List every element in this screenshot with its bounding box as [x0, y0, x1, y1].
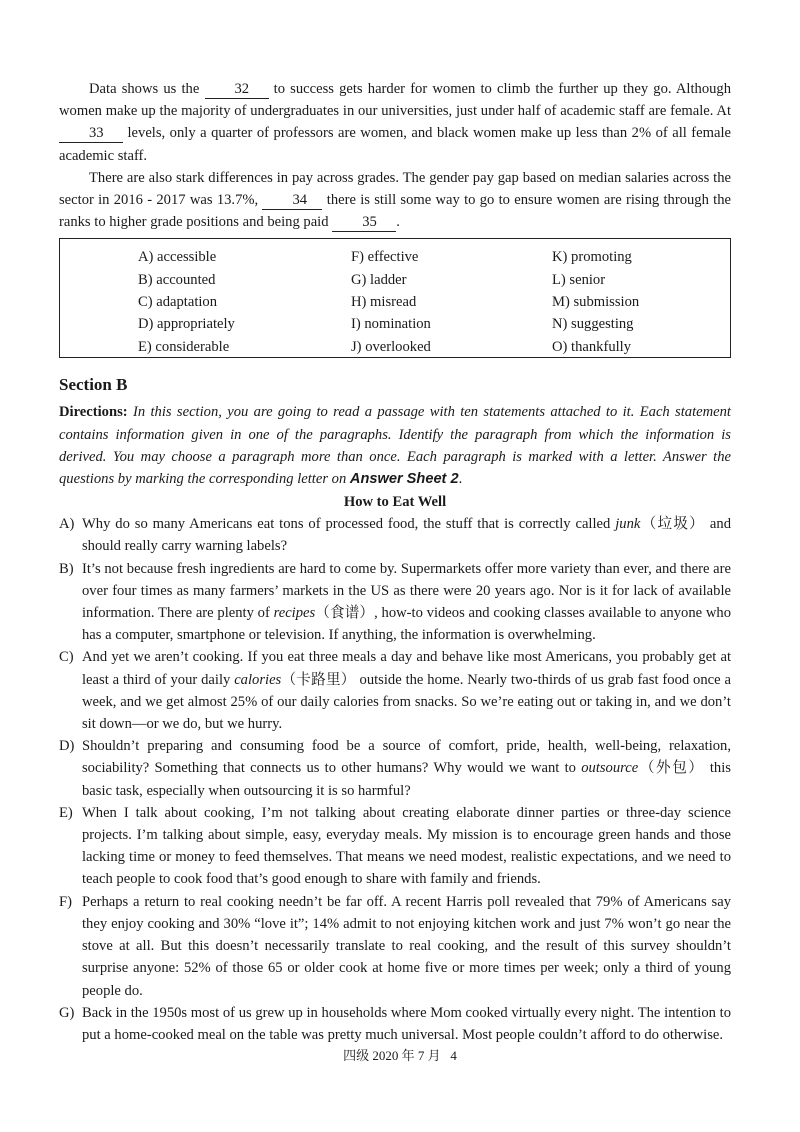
emphasis: outsource	[581, 760, 639, 777]
text: outside the home. Nearly two-thirds of us grab fast food once a week, and we get almost 25% of our daily calories from snacks. So we’re eating out or taking in, and we don’t sit down—or we do, but we hurry.	[82, 671, 731, 733]
option-i: I) nomination	[351, 316, 431, 333]
blank-33: 33	[59, 124, 123, 143]
word-bank-column-2	[351, 246, 431, 357]
text: Perhaps a return to real cooking needn’t be far off. A recent Harris poll revealed that 79% of Americans say they enjoy cooking and 30% “love it”; 14% admit to not enjoying kitchen work and just 7% won’t go near the stove at all. But this doesn’t necessarily translate to real cooking, and the result of this survey shouldn’t surprise anyone: 52% of those 65 or older cook at home five or more times per week; only a third of young people do.	[82, 893, 731, 999]
paragraph-d	[59, 735, 731, 802]
text: , how-to videos and cooking classes available to anyone who has a computer, smartphone or television. If anything, the information is overwhelming.	[82, 605, 731, 644]
text: this basic task, especially when outsourcing it is so harmful?	[82, 760, 731, 799]
paragraph-g	[59, 1002, 731, 1046]
text: there is still some way to go to ensure women are rising through the ranks to higher grade positions and being paid	[59, 192, 731, 231]
option-e: E) considerable	[138, 338, 230, 355]
option-n: N) suggesting	[552, 316, 634, 333]
gloss: （卡路里）	[281, 671, 356, 688]
text: Data shows us the	[89, 81, 200, 97]
paragraph-1	[59, 78, 731, 167]
text: .	[396, 214, 400, 231]
emphasis: recipes	[273, 605, 316, 622]
text: And yet we aren’t cooking. If you eat three meals a day and behave like most Americans, you probably get at least a third of your daily	[82, 649, 731, 688]
paragraph-f	[59, 891, 731, 1002]
paragraph-letter: A)	[59, 516, 75, 533]
paragraph-letter: B)	[59, 560, 74, 577]
gloss: （垃圾）	[640, 516, 706, 533]
text: Back in the 1950s most of us grew up in households where Mom cooked virtually every night. The intention to put a home-cooked meal on the table was pretty much universal. Most people couldn’t afford to do otherwise.	[82, 1004, 731, 1043]
paragraph-a	[59, 513, 731, 557]
text: It’s not because fresh ingredients are hard to come by. Supermarkets offer more variety than ever, and there are over four times as many farmers’ markets in the US as there were 20 years ago. Nor is it for lack of available information. There are plenty of	[82, 560, 731, 622]
page-footer	[0, 1046, 800, 1066]
option-f: F) effective	[351, 249, 419, 266]
paragraph-e	[59, 802, 731, 891]
word-bank	[59, 238, 731, 358]
directions-text: In this section, you are going to read a passage with ten statements attached to it. Each statement contains information given in one of the paragraphs. Identify the paragraph from which the information is derived. You may choose a paragraph more than once. Each paragraph is marked with a letter. Answer the questions by marking the corresponding letter on	[59, 404, 731, 488]
directions-end: .	[458, 471, 463, 488]
option-c: C) adaptation	[138, 294, 218, 311]
option-b: B) accounted	[138, 271, 216, 288]
blank-35: 35	[332, 213, 396, 232]
paragraph-letter: F)	[59, 893, 72, 910]
paragraph-letter: G)	[59, 1004, 75, 1021]
section-heading: Section B	[59, 375, 128, 395]
gloss: （外包）	[638, 760, 705, 777]
directions-label: Directions:	[59, 404, 128, 421]
text: and should really carry warning labels?	[82, 516, 731, 555]
paragraph-letter: E)	[59, 804, 73, 821]
option-k: K) promoting	[552, 249, 632, 266]
answer-sheet-label: Answer Sheet 2	[349, 471, 459, 488]
emphasis: junk	[615, 516, 641, 533]
directions	[59, 401, 731, 490]
option-m: M) submission	[552, 294, 640, 311]
text: levels, only a quarter of professors are women, and black women make up less than 2% of all female academic staff.	[59, 125, 732, 164]
option-h: H) misread	[351, 294, 417, 311]
page-number: 4	[450, 1048, 457, 1063]
blank-34: 34	[262, 191, 322, 210]
blank-32: 32	[205, 80, 269, 99]
text: When I talk about cooking, I’m not talking about creating elaborate dinner parties or three-day science projects. I’m talking about simple, easy, everyday meals. My mission is to encourage green hands and those lacking time or money to feed themselves. That means we need modest, realistic expectations, and we need to teach people to cook food that’s good enough to share with family and friends.	[82, 804, 731, 888]
gloss: （食谱）	[315, 605, 375, 622]
passage-title: How to Eat Well	[343, 494, 447, 511]
text: to success gets harder for women to climb the further up they go. Although women make up the majority of undergraduates in our universities, just under half of academic staff are female. At	[59, 81, 732, 120]
paragraph-letter: D)	[59, 738, 75, 755]
option-o: O) thankfully	[552, 338, 632, 355]
paragraph-2	[59, 167, 731, 234]
paragraph-c	[59, 646, 731, 735]
option-g: G) ladder	[351, 271, 407, 288]
word-bank-column-3	[552, 246, 639, 357]
word-bank-column-1	[138, 246, 235, 357]
exam-page	[59, 78, 731, 1046]
text: Why do so many Americans eat tons of processed food, the stuff that is correctly called	[82, 516, 611, 533]
option-d: D) appropriately	[138, 316, 235, 333]
option-j: J) overlooked	[351, 338, 431, 355]
paragraph-b	[59, 558, 731, 647]
text: There are also stark differences in pay across grades. The gender pay gap based on median salaries across the sector in 2016 - 2017 was 13.7%,	[59, 169, 731, 209]
text: Shouldn’t preparing and consuming food be a source of comfort, pride, health, well-being, relaxation, sociability? Something that connects us to other humans? Why would we want to	[82, 738, 731, 777]
exam-label: 四级 2020 年 7 月	[343, 1048, 441, 1063]
option-l: L) senior	[552, 271, 606, 288]
emphasis: calories	[234, 671, 282, 688]
paragraph-letter: C)	[59, 649, 74, 666]
option-a: A) accessible	[138, 249, 217, 266]
